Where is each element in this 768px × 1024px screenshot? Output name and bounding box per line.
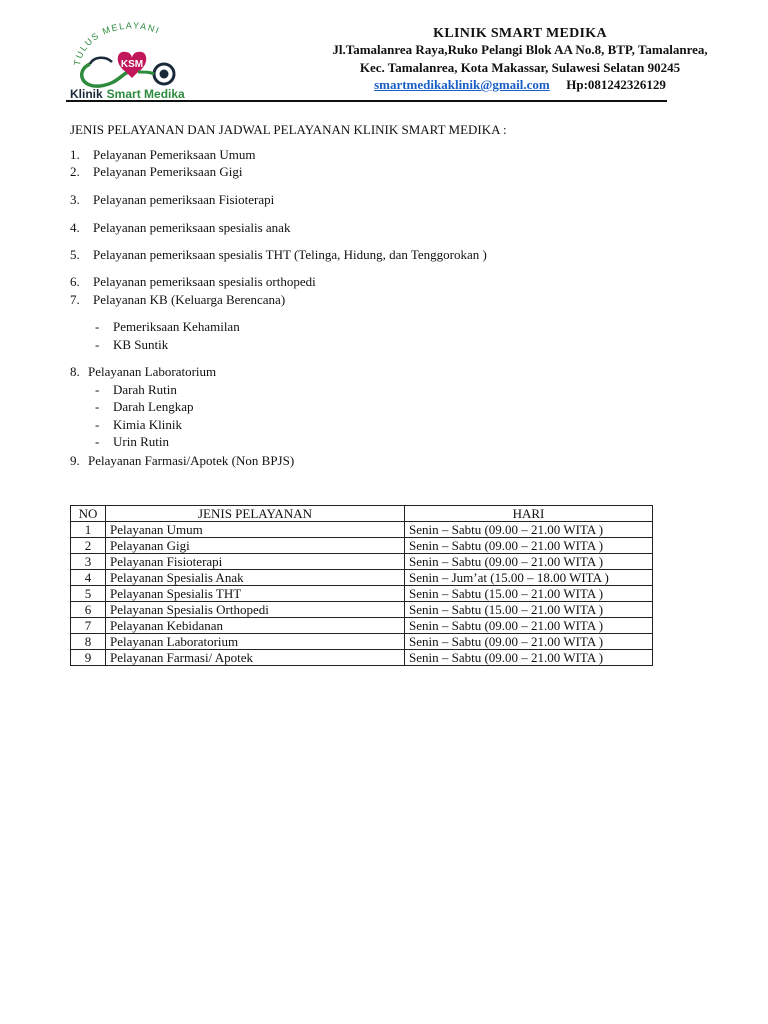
list-number: 1.	[70, 147, 80, 162]
column-header-day: HARI	[405, 506, 653, 522]
clinic-name: KLINIK SMART MEDIKA	[433, 26, 607, 41]
list-number: 7.	[70, 292, 80, 307]
cell-day: Senin – Sabtu (09.00 – 21.00 WITA )	[405, 650, 653, 666]
table-row	[71, 650, 653, 666]
address-line-2: Kec. Tamalanrea, Kota Makassar, Sulawesi Selatan 90245	[359, 60, 681, 75]
cell-service: Pelayanan Spesialis Orthopedi	[106, 602, 405, 618]
cell-no: 9	[71, 650, 106, 666]
list-item: Pelayanan Pemeriksaan Umum	[93, 147, 256, 162]
list-number: 5.	[70, 247, 80, 262]
list-item: Pelayanan pemeriksaan spesialis orthopedi	[93, 274, 316, 289]
table-row	[71, 634, 653, 650]
list-number: 6.	[70, 274, 80, 289]
list-item: Pelayanan Farmasi/Apotek (Non BPJS)	[88, 453, 295, 468]
list-number: 8.	[70, 364, 80, 379]
cell-day: Senin – Sabtu (15.00 – 21.00 WITA )	[405, 602, 653, 618]
list-number: 2.	[70, 164, 80, 179]
schedule-table	[70, 505, 653, 666]
cell-no: 3	[71, 554, 106, 570]
email-link[interactable]: smartmedikaklinik@gmail.com	[374, 77, 550, 92]
cell-no: 8	[71, 634, 106, 650]
list-number: 4.	[70, 220, 80, 235]
address-line-1: Jl.Tamalanrea Raya,Ruko Pelangi Blok AA No.8, BTP, Tamalanrea,	[332, 42, 708, 57]
table-row	[71, 538, 653, 554]
list-number: 3.	[70, 192, 80, 207]
cell-no: 4	[71, 570, 106, 586]
cell-service: Pelayanan Umum	[106, 522, 405, 538]
cell-day: Senin – Sabtu (09.00 – 21.00 WITA )	[405, 634, 653, 650]
cell-service: Pelayanan Gigi	[106, 538, 405, 554]
sub-item-dash: -	[95, 319, 100, 334]
list-item: Pelayanan pemeriksaan Fisioterapi	[93, 192, 275, 207]
table-row	[71, 602, 653, 618]
clinic-logo	[66, 20, 206, 102]
sub-item: Darah Lengkap	[113, 399, 194, 414]
logo-arc-text: TULUS MELAYANI	[71, 20, 162, 67]
phone-number: Hp:081242326129	[566, 77, 666, 92]
cell-service: Pelayanan Fisioterapi	[106, 554, 405, 570]
cell-no: 1	[71, 522, 106, 538]
logo-brand-text: Klinik Smart Medika	[70, 87, 185, 101]
cell-service: Pelayanan Spesialis THT	[106, 586, 405, 602]
cell-day: Senin – Jum’at (15.00 – 18.00 WITA )	[405, 570, 653, 586]
cell-no: 5	[71, 586, 106, 602]
table-row	[71, 618, 653, 634]
column-header-service: JENIS PELAYANAN	[106, 506, 405, 522]
list-item: Pelayanan KB (Keluarga Berencana)	[93, 292, 286, 307]
sub-item: Kimia Klinik	[113, 417, 182, 432]
list-item: Pelayanan pemeriksaan spesialis anak	[93, 220, 291, 235]
sub-item-dash: -	[95, 434, 100, 449]
sub-item-dash: -	[95, 417, 100, 432]
intro-heading: JENIS PELAYANAN DAN JADWAL PELAYANAN KLINIK SMART MEDIKA :	[70, 122, 507, 137]
sub-item: Darah Rutin	[113, 382, 177, 397]
cell-no: 2	[71, 538, 106, 554]
cell-no: 7	[71, 618, 106, 634]
sub-item-dash: -	[95, 382, 100, 397]
cell-no: 6	[71, 602, 106, 618]
sub-item-dash: -	[95, 399, 100, 414]
cell-day: Senin – Sabtu (09.00 – 21.00 WITA )	[405, 538, 653, 554]
sub-item: KB Suntik	[113, 337, 169, 352]
contact-line	[290, 77, 750, 93]
list-item: Pelayanan pemeriksaan spesialis THT (Telinga, Hidung, dan Tenggorokan )	[93, 247, 487, 262]
sub-item: Urin Rutin	[113, 434, 169, 449]
table-row	[71, 586, 653, 602]
cell-day: Senin – Sabtu (09.00 – 21.00 WITA )	[405, 522, 653, 538]
table-row	[71, 522, 653, 538]
list-item: Pelayanan Laboratorium	[88, 364, 217, 379]
cell-day: Senin – Sabtu (09.00 – 21.00 WITA )	[405, 554, 653, 570]
sub-item: Pemeriksaan Kehamilan	[113, 319, 240, 334]
list-number: 9.	[70, 453, 80, 468]
cell-service: Pelayanan Farmasi/ Apotek	[106, 650, 405, 666]
sub-item-dash: -	[95, 337, 100, 352]
cell-day: Senin – Sabtu (09.00 – 21.00 WITA )	[405, 618, 653, 634]
list-item: Pelayanan Pemeriksaan Gigi	[93, 164, 243, 179]
logo-badge-text: KSM	[120, 59, 144, 70]
table-row	[71, 554, 653, 570]
cell-service: Pelayanan Spesialis Anak	[106, 570, 405, 586]
table-row	[71, 570, 653, 586]
cell-service: Pelayanan Kebidanan	[106, 618, 405, 634]
logo-graphic	[66, 20, 206, 102]
column-header-no: NO	[71, 506, 106, 522]
table-header-row	[71, 506, 653, 522]
cell-day: Senin – Sabtu (15.00 – 21.00 WITA )	[405, 586, 653, 602]
header-divider	[66, 100, 667, 102]
cell-service: Pelayanan Laboratorium	[106, 634, 405, 650]
